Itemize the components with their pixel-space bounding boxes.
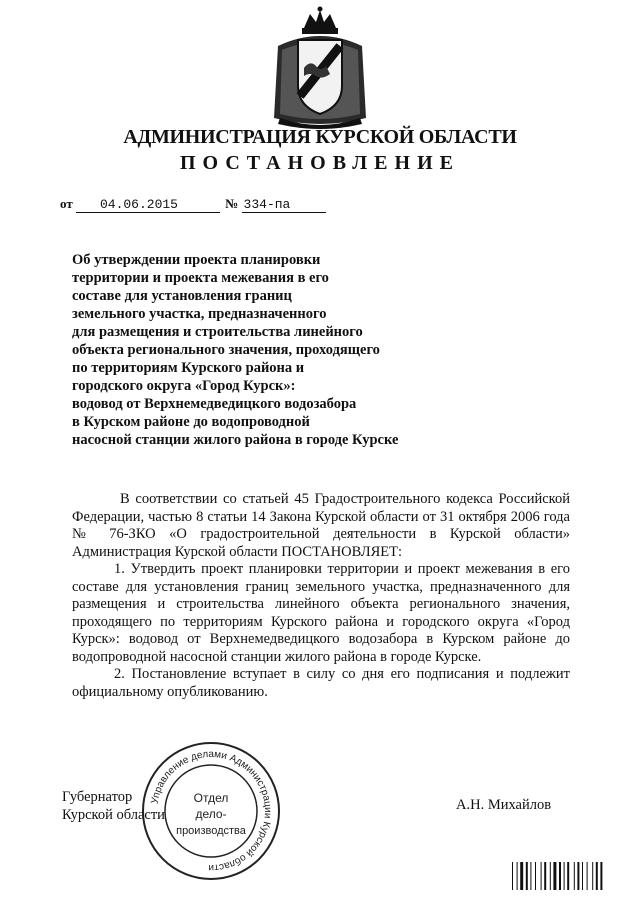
title-line: городского округа «Город Курск»: [72, 378, 296, 394]
title-line: объекта регионального значения, проходящего [72, 342, 380, 358]
document-meta [60, 196, 326, 213]
resolution-item-1: 1. Утвердить проект планировки территории и проект межевания в его составе для установления границ земельного участка, предназначенного для размещения и строительства линейного объекта регионального значения, проходящего по территориям Курского района и городского округа «Город Курск»: водовод от Верхнемедведицкого водозабора в Курском районе до водопроводной насосной станции жилого района в городе Курске. [72, 561, 570, 665]
signatory-name: А.Н. Михайлов [456, 797, 552, 813]
title-line: Об утверждении проекта планировки [72, 252, 321, 268]
number-label: № [225, 196, 239, 211]
title-line: по территориям Курского района и [72, 360, 305, 376]
resolution-item-2: 2. Постановление вступает в силу со дня его подписания и подлежит официальному опубликованию. [72, 666, 570, 700]
title-line: насосной станции жилого района в городе Курске [72, 432, 399, 448]
document-title [72, 251, 542, 449]
title-line: для размещения и строительства линейного [72, 324, 363, 340]
coat-of-arms-icon [270, 6, 370, 132]
position-line: Губернатор [62, 789, 133, 805]
organization-name: АДМИНИСТРАЦИЯ КУРСКОЙ ОБЛАСТИ [123, 126, 517, 148]
title-line: территории и проекта межевания в его [72, 270, 329, 286]
preamble-paragraph: В соответствии со статьей 45 Градостроительного кодекса Российской Федерации, частью 8 статьи 14 Закона Курской области от 31 октября 2006 года № 76-ЗКО «О градостроительной деятельности в Курской области» Администрация Курской области ПОСТАНОВЛЯЕТ: [72, 491, 570, 560]
title-line: составе для установления границ [72, 288, 292, 304]
stamp-center-line: производства [176, 825, 246, 837]
date-value: 04.06.2015 [76, 197, 220, 213]
document-type: ПОСТАНОВЛЕНИЕ [180, 152, 460, 174]
date-label: от [60, 196, 73, 211]
document-body [72, 491, 570, 701]
number-value: 334-па [242, 197, 326, 213]
title-line: земельного участка, предназначенного [72, 306, 327, 322]
position-line: Курской области [62, 807, 165, 823]
title-line: в Курском районе до водопроводной [72, 414, 310, 430]
office-stamp [140, 740, 282, 882]
stamp-center-line: дело- [195, 807, 227, 821]
stamp-ring-text: Управление делами Администрации Курской области [149, 748, 274, 874]
title-line: водовод от Верхнемедведицкого водозабора [72, 396, 357, 412]
barcode-icon [512, 862, 626, 890]
stamp-center-line: Отдел [193, 791, 229, 805]
